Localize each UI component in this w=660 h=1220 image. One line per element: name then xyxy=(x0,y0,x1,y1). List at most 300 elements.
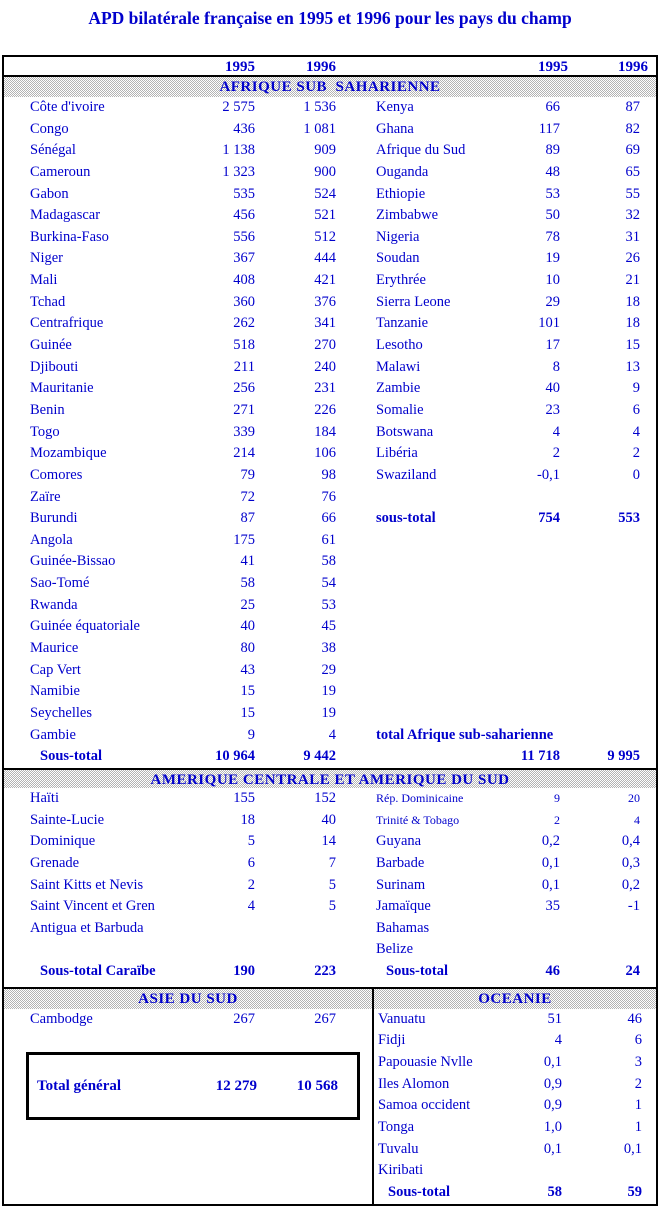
value-1995: 29 xyxy=(545,293,560,310)
country-label xyxy=(376,616,480,638)
country-label: Maurice xyxy=(30,640,79,657)
country-label: Sao-Tomé xyxy=(30,575,90,592)
value-1996: 21 xyxy=(625,272,640,289)
country-label: Surinam xyxy=(376,876,426,893)
country-label: Sous-total Caraïbe xyxy=(40,963,156,980)
table-row xyxy=(4,918,372,940)
value-1996: 53 xyxy=(321,596,336,613)
asie-section xyxy=(4,989,374,1204)
value-1996: 1 081 xyxy=(303,120,336,137)
value-1995: 518 xyxy=(233,337,255,354)
value-1995: 19 xyxy=(545,250,560,267)
country-label: Comores xyxy=(30,466,83,483)
country-label: Ouganda xyxy=(376,163,429,180)
afrique-right-column xyxy=(372,97,656,768)
value-1995 xyxy=(480,551,560,573)
bottom-section xyxy=(4,987,656,1204)
table-row xyxy=(372,292,656,314)
value-1996: 14 xyxy=(321,833,336,850)
value-1996: 9 442 xyxy=(303,748,336,765)
value-1996: 267 xyxy=(314,1010,336,1027)
document-title: APD bilatérale française en 1995 et 1996 pour les pays du champ xyxy=(88,8,572,28)
value-1995: 25 xyxy=(240,596,255,613)
country-label: Rép. Dominicaine xyxy=(376,791,464,805)
country-label: Dominique xyxy=(30,833,96,850)
year-header-right xyxy=(372,57,656,77)
grand-total-1995: 12 279 xyxy=(215,1077,257,1094)
value-1995: 0,9 xyxy=(543,1097,562,1114)
table-row xyxy=(4,292,372,314)
table-row xyxy=(4,227,372,249)
table-row xyxy=(4,896,372,918)
value-1996: 20 xyxy=(628,791,640,805)
table-row xyxy=(372,248,656,270)
value-1995: 23 xyxy=(545,401,560,418)
country-label: Benin xyxy=(30,401,65,418)
grand-total-label: Total général xyxy=(37,1077,122,1094)
table-row xyxy=(372,400,656,422)
value-1996: 32 xyxy=(625,207,640,224)
value-1996: 524 xyxy=(314,185,336,202)
value-1996: 231 xyxy=(314,380,336,397)
value-1996: 54 xyxy=(321,575,336,592)
year-label-1996-left: 1996 xyxy=(306,59,336,75)
table-row xyxy=(372,573,656,595)
table-row xyxy=(372,788,656,810)
table-row xyxy=(4,939,372,961)
table-row xyxy=(374,1030,656,1052)
table-row xyxy=(372,140,656,162)
value-1996: 61 xyxy=(321,531,336,548)
value-1995: 40 xyxy=(545,380,560,397)
value-1996: 6 xyxy=(634,1032,642,1049)
value-1996: 4 xyxy=(632,423,640,440)
value-1995: 436 xyxy=(233,120,255,137)
country-label: Afrique du Sud xyxy=(376,142,466,159)
country-label: Nigeria xyxy=(376,228,420,245)
table-row xyxy=(372,487,656,509)
value-1995: 556 xyxy=(233,228,255,245)
amerique-section xyxy=(4,788,656,987)
section-header-amerique: AMERIQUE CENTRALE ET AMERIQUE DU SUD xyxy=(4,768,656,788)
table-row xyxy=(372,184,656,206)
table-row xyxy=(4,97,372,119)
value-1995: 155 xyxy=(233,790,255,806)
value-1995: 408 xyxy=(233,272,255,289)
country-label xyxy=(376,551,480,573)
table-row xyxy=(372,810,656,832)
value-1995: 262 xyxy=(233,315,255,332)
value-1995 xyxy=(480,660,560,682)
value-1995: 78 xyxy=(545,228,560,245)
country-label: Ethiopie xyxy=(376,185,426,202)
country-label: Iles Alomon xyxy=(378,1075,450,1092)
country-label: Togo xyxy=(30,423,60,440)
value-1996: 909 xyxy=(314,142,336,159)
value-1995: 339 xyxy=(233,423,255,440)
grand-total-1996: 10 568 xyxy=(296,1077,338,1094)
country-label: Trinité & Tobago xyxy=(376,812,460,827)
value-1995: -0,1 xyxy=(537,466,560,483)
country-label: Papouasie Nvlle xyxy=(378,1054,473,1071)
value-1996: 521 xyxy=(314,207,336,224)
table-row xyxy=(374,1139,656,1161)
table-row xyxy=(4,119,372,141)
value-1996: -1 xyxy=(627,898,640,915)
value-1995: 79 xyxy=(240,466,255,483)
value-1995 xyxy=(480,681,560,703)
year-header-row xyxy=(4,57,656,77)
value-1995: 89 xyxy=(545,142,560,159)
value-1996: 87 xyxy=(625,99,640,115)
value-1996: 18 xyxy=(625,293,640,310)
value-1995: 58 xyxy=(240,575,255,592)
country-label: Sierra Leone xyxy=(376,293,451,310)
table-row xyxy=(372,551,656,573)
value-1996: 31 xyxy=(625,228,640,245)
country-label: Guinée équatoriale xyxy=(30,618,140,635)
value-1995 xyxy=(480,616,560,638)
table-row xyxy=(372,918,656,940)
country-label: Fidji xyxy=(378,1032,406,1049)
country-label: Cap Vert xyxy=(30,661,81,678)
value-1995: 9 xyxy=(554,791,560,805)
value-1996: 59 xyxy=(627,1183,642,1200)
table-row xyxy=(4,162,372,184)
table-row xyxy=(4,681,372,703)
value-1996: 2 xyxy=(632,445,640,462)
value-1996 xyxy=(560,530,640,552)
country-label xyxy=(376,638,480,660)
value-1996: 444 xyxy=(314,250,336,267)
country-label: Burkina-Faso xyxy=(30,228,109,245)
value-1995: 80 xyxy=(240,640,255,657)
value-1995 xyxy=(480,703,560,725)
value-1995 xyxy=(480,487,560,509)
country-label: Zimbabwe xyxy=(376,207,439,224)
value-1995: 0,1 xyxy=(541,854,560,871)
value-1995 xyxy=(480,638,560,660)
value-1995: 1 138 xyxy=(222,142,255,159)
section-header-oceanie: OCEANIE xyxy=(374,989,656,1009)
oceanie-section xyxy=(374,989,656,1204)
value-1996: 223 xyxy=(314,963,336,980)
table-row xyxy=(4,595,372,617)
table-row xyxy=(4,313,372,335)
value-1995: 9 xyxy=(247,726,255,743)
value-1995: 256 xyxy=(233,380,255,397)
table-row xyxy=(4,508,372,530)
country-label: Belize xyxy=(376,941,414,958)
table-row xyxy=(4,357,372,379)
table-row xyxy=(372,357,656,379)
value-1996: 1 536 xyxy=(303,99,336,115)
value-1995: 15 xyxy=(240,683,255,700)
table-row xyxy=(4,422,372,444)
table-row xyxy=(372,725,656,747)
table-row xyxy=(374,1095,656,1117)
table-row xyxy=(4,831,372,853)
value-1995: 0,1 xyxy=(541,876,560,893)
table-row xyxy=(372,616,656,638)
country-label: Sous-total xyxy=(386,963,449,980)
country-label xyxy=(376,487,480,509)
table-row xyxy=(4,703,372,725)
value-1995 xyxy=(480,595,560,617)
value-1995: 46 xyxy=(545,963,560,980)
country-label: Haïti xyxy=(30,790,59,806)
value-1996 xyxy=(560,573,640,595)
table-row xyxy=(4,746,372,768)
country-label: Somalie xyxy=(376,401,424,418)
value-1995: 101 xyxy=(538,315,560,332)
value-1995 xyxy=(480,939,560,961)
country-label: sous-total xyxy=(376,510,436,527)
value-1996 xyxy=(560,595,640,617)
country-label: Cameroun xyxy=(30,163,91,180)
country-label xyxy=(376,595,480,617)
value-1996: 376 xyxy=(314,293,336,310)
value-1996: 240 xyxy=(314,358,336,375)
value-1995: 43 xyxy=(240,661,255,678)
table-row xyxy=(372,896,656,918)
country-label: Seychelles xyxy=(30,704,93,721)
table-row xyxy=(372,961,656,983)
value-1996: 82 xyxy=(625,120,640,137)
table-row xyxy=(372,508,656,530)
grand-total-box xyxy=(26,1052,360,1120)
value-1996: 512 xyxy=(314,228,336,245)
value-1996 xyxy=(560,939,640,961)
value-1996: 9 995 xyxy=(607,748,640,765)
value-1995: 58 xyxy=(547,1183,562,1200)
value-1996: 24 xyxy=(625,963,640,980)
table-row xyxy=(4,205,372,227)
country-label: Swaziland xyxy=(376,466,437,483)
value-1995: 41 xyxy=(240,553,255,570)
table-row xyxy=(4,810,372,832)
afrique-section xyxy=(4,97,656,768)
amerique-right-column xyxy=(372,788,656,983)
value-1996: 19 xyxy=(321,683,336,700)
value-1995: 4 xyxy=(552,423,560,440)
country-label xyxy=(376,660,480,682)
value-1996 xyxy=(560,616,640,638)
value-1996: 18 xyxy=(625,315,640,332)
country-label: Sous-total xyxy=(388,1183,451,1200)
table-row xyxy=(372,119,656,141)
value-1996: 3 xyxy=(634,1054,642,1071)
value-1995 xyxy=(174,918,255,940)
table-row xyxy=(4,335,372,357)
table-row xyxy=(372,335,656,357)
country-label: Madagascar xyxy=(30,207,101,224)
table-row xyxy=(4,184,372,206)
spacer xyxy=(376,57,488,77)
country-label: Guinée xyxy=(30,337,72,354)
table-row xyxy=(374,1117,656,1139)
value-1996: 4 xyxy=(634,812,640,827)
value-1996 xyxy=(560,660,640,682)
table-row xyxy=(372,831,656,853)
value-1996: 13 xyxy=(625,358,640,375)
value-1996: 1 xyxy=(634,1097,642,1114)
value-1996 xyxy=(560,918,640,940)
value-1995: 0,9 xyxy=(543,1075,562,1092)
value-1995: 8 xyxy=(552,358,560,375)
table-row xyxy=(374,1074,656,1096)
table-row xyxy=(372,313,656,335)
value-1995: 1 323 xyxy=(222,163,255,180)
country-label: Djibouti xyxy=(30,358,79,375)
value-1995: 18 xyxy=(240,811,255,828)
value-1995: 271 xyxy=(233,401,255,418)
country-label: Namibie xyxy=(30,683,80,700)
country-label xyxy=(376,703,480,725)
table-row xyxy=(372,660,656,682)
value-1995: 2 xyxy=(554,812,560,827)
value-1995: 360 xyxy=(233,293,255,310)
value-1996: 5 xyxy=(328,876,336,893)
value-1996: 9 xyxy=(632,380,640,397)
country-label: Botswana xyxy=(376,423,434,440)
country-label: Sénégal xyxy=(30,142,76,159)
value-1996: 46 xyxy=(627,1010,642,1027)
country-label: Cambodge xyxy=(30,1010,93,1027)
country-label xyxy=(376,681,480,703)
year-label-1995-right: 1995 xyxy=(538,59,568,75)
table-row xyxy=(4,961,372,983)
table-row xyxy=(372,939,656,961)
value-1995: 6 xyxy=(247,854,255,871)
value-1996 xyxy=(560,551,640,573)
value-1995: 367 xyxy=(233,250,255,267)
table-row xyxy=(372,746,656,768)
value-1995: 15 xyxy=(240,704,255,721)
country-label: Samoa occident xyxy=(378,1097,471,1114)
country-label: Grenade xyxy=(30,854,80,871)
value-1996: 421 xyxy=(314,272,336,289)
table-row xyxy=(374,1182,656,1204)
afrique-left-column xyxy=(4,97,372,768)
value-1996: 55 xyxy=(625,185,640,202)
value-1996: 553 xyxy=(618,510,640,527)
value-1996: 69 xyxy=(625,142,640,159)
grand-total-row xyxy=(29,1076,357,1098)
table-row xyxy=(372,595,656,617)
value-1995: 190 xyxy=(233,963,255,980)
table-row xyxy=(4,487,372,509)
value-1996: 6 xyxy=(632,401,640,418)
table-row xyxy=(4,616,372,638)
value-1996: 66 xyxy=(321,510,336,527)
table-row xyxy=(372,638,656,660)
value-1996: 5 xyxy=(328,898,336,915)
table-row xyxy=(374,1160,656,1182)
value-1995: 214 xyxy=(233,445,255,462)
country-label: Rwanda xyxy=(30,596,78,613)
country-label: Centrafrique xyxy=(30,315,104,332)
table-row xyxy=(372,530,656,552)
value-1996: 29 xyxy=(321,661,336,678)
value-1995: 48 xyxy=(545,163,560,180)
year-label-1995-left: 1995 xyxy=(225,59,255,75)
country-label: Niger xyxy=(30,250,64,267)
country-label: Congo xyxy=(30,120,69,137)
table-row xyxy=(4,248,372,270)
section-header-asie: ASIE DU SUD xyxy=(4,989,372,1009)
value-1995: 2 xyxy=(552,445,560,462)
country-label: Guyana xyxy=(376,833,422,850)
value-1996 xyxy=(560,487,640,509)
value-1995: 53 xyxy=(545,185,560,202)
value-1995 xyxy=(480,918,560,940)
value-1995: 35 xyxy=(545,898,560,915)
country-label: Bahamas xyxy=(376,919,430,936)
country-label: Côte d'ivoire xyxy=(30,99,105,115)
table-row xyxy=(372,443,656,465)
value-1996 xyxy=(255,918,336,940)
value-1996: 2 xyxy=(634,1075,642,1092)
value-1995: 754 xyxy=(538,510,560,527)
value-1996: 4 xyxy=(328,726,336,743)
value-1995: 456 xyxy=(233,207,255,224)
table-frame xyxy=(2,55,658,1206)
table-row xyxy=(4,140,372,162)
table-row xyxy=(4,1009,372,1031)
value-1995: 535 xyxy=(233,185,255,202)
table-row xyxy=(372,205,656,227)
section-header-afrique: AFRIQUE SUB SAHARIENNE xyxy=(4,77,656,97)
country-label xyxy=(30,939,174,961)
value-1996: 58 xyxy=(321,553,336,570)
value-1995: 66 xyxy=(545,99,560,115)
value-1996: 270 xyxy=(314,337,336,354)
table-row xyxy=(372,703,656,725)
country-label xyxy=(376,746,480,768)
value-1995: 50 xyxy=(545,207,560,224)
value-1996: 0,2 xyxy=(621,876,640,893)
country-label: Gambie xyxy=(30,726,76,743)
table-row xyxy=(4,573,372,595)
value-1995: 17 xyxy=(545,337,560,354)
country-label: Kiribati xyxy=(378,1162,424,1179)
table-row xyxy=(4,378,372,400)
country-label: Zaïre xyxy=(30,488,61,505)
year-label-1996-right: 1996 xyxy=(618,59,648,75)
value-1996: 184 xyxy=(314,423,336,440)
year-header-left xyxy=(4,57,372,77)
country-label xyxy=(376,573,480,595)
value-1996: 0 xyxy=(632,466,640,483)
country-label: Tanzanie xyxy=(376,315,429,332)
country-label: Zambie xyxy=(376,380,421,397)
table-row xyxy=(372,681,656,703)
table-row xyxy=(4,400,372,422)
value-1996: 900 xyxy=(314,163,336,180)
table-row xyxy=(4,853,372,875)
country-label: Gabon xyxy=(30,185,69,202)
value-1995: 175 xyxy=(233,531,255,548)
value-1995: 10 964 xyxy=(215,748,255,765)
country-label: Guinée-Bissao xyxy=(30,553,116,570)
table-row xyxy=(372,227,656,249)
value-1995: 0,2 xyxy=(541,833,560,850)
country-label: total Afrique sub-saharienne xyxy=(376,726,554,743)
value-1996: 76 xyxy=(321,488,336,505)
value-1995: 4 xyxy=(554,1032,562,1049)
value-1996: 40 xyxy=(321,811,336,828)
